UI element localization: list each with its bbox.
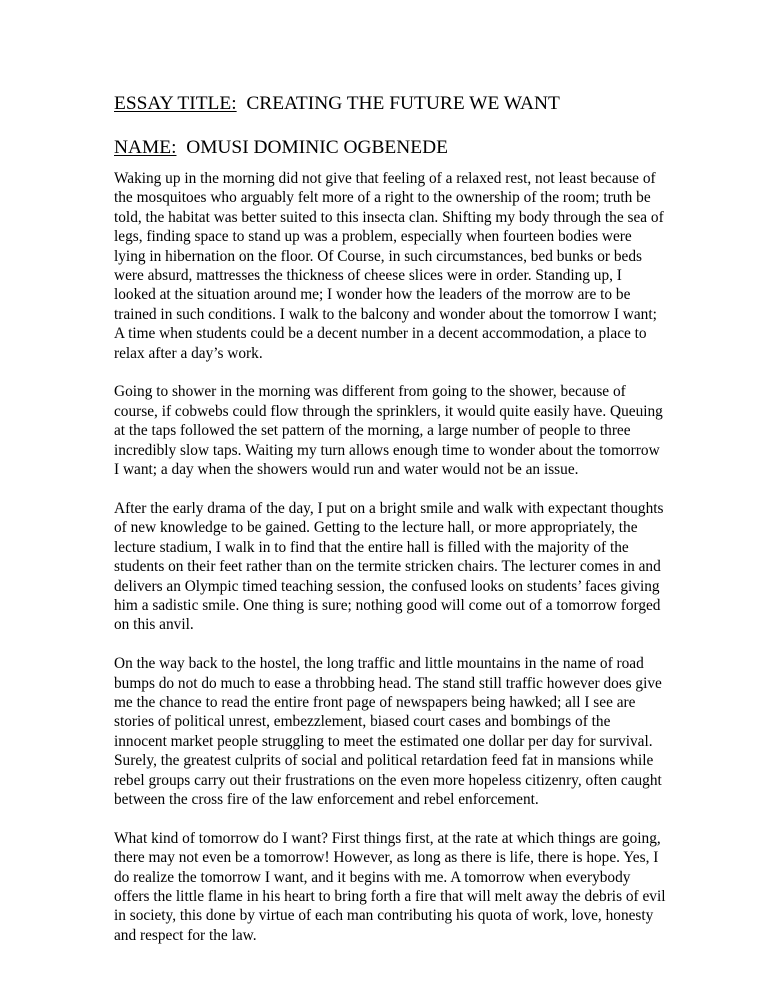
paragraph-line: in society, this done by virtue of each man contributing his quota of work, love, honesty [114, 907, 654, 925]
essay-paragraph [114, 654, 662, 809]
paragraph-line: Going to shower in the morning was different from going to the shower, because of [114, 383, 626, 401]
paragraph-line: do realize the tomorrow I want, and it begins with me. A tomorrow when everybody [114, 868, 631, 886]
paragraph-line: lecture stadium, I walk in to find that the entire hall is filled with the majority of the [114, 538, 629, 556]
paragraph-line: on this anvil. [114, 616, 194, 634]
essay-paragraph [114, 499, 664, 635]
paragraph-line: trained in such conditions. I walk to the balcony and wonder about the tomorrow I want; [114, 305, 657, 323]
paragraph-line: were absurd, mattresses the thickness of cheese slices were in order. Standing up, I [114, 267, 622, 285]
author-name: OMUSI DOMINIC OGBENEDE [186, 137, 448, 158]
essay-paragraph [114, 382, 663, 479]
paragraph-line: lying in hibernation on the floor. Of Course, in such circumstances, bed bunks or beds [114, 247, 642, 265]
paragraph-line: On the way back to the hostel, the long traffic and little mountains in the name of road [114, 655, 644, 673]
paragraph-line: bumps do not do much to ease a throbbing head. The stand still traffic however does give [114, 674, 662, 692]
paragraph-line: relax after a day’s work. [114, 344, 263, 362]
essay-title-label: ESSAY TITLE: [114, 93, 237, 114]
paragraph-line: Waking up in the morning did not give that feeling of a relaxed rest, not least because of [114, 170, 656, 187]
paragraph-line: legs, finding space to stand up was a problem, especially when fourteen bodies were [114, 228, 632, 246]
essay-paragraph [114, 829, 666, 945]
paragraph-line: there may not even be a tomorrow! However, as long as there is life, there is hope. Yes, I [114, 849, 659, 867]
paragraph-line: of new knowledge to be gained. Getting to the lecture hall, or more appropriately, the [114, 519, 638, 537]
paragraph-line: students on their feet rather than on the termite stricken chairs. The lecturer comes in and [114, 558, 661, 576]
paragraph-line: incredibly slow taps. Waiting my turn allows enough time to wonder about the tomorrow [114, 441, 660, 459]
paragraph-line: stories of political unrest, embezzlement, biased court cases and bombings of the [114, 713, 611, 731]
document-page [114, 88, 666, 965]
paragraph-line: innocent market people struggling to meet the estimated one dollar per day for survival. [114, 732, 653, 750]
paragraph-line: looked at the situation around me; I wonder how the leaders of the morrow are to be [114, 286, 631, 304]
paragraph-line: offers the little flame in his heart to bring forth a fire that will melt away the debris of evil [114, 887, 666, 905]
author-name-label: NAME: [114, 137, 177, 158]
paragraph-line: rebel groups carry out their frustrations on the even more hopeless citizenry, often caught [114, 771, 662, 789]
paragraph-line: After the early drama of the day, I put on a bright smile and walk with expectant thoughts [114, 499, 664, 517]
paragraph-line: told, the habitat was better suited to this insecta clan. Shifting my body through the sea of [114, 208, 664, 226]
essay-title-line [114, 92, 654, 116]
paragraph-line: between the cross fire of the law enforcement and rebel enforcement. [114, 790, 539, 808]
paragraph-line: the mosquitoes who arguably felt more of a right to the ownership of the room; truth be [114, 189, 651, 207]
paragraph-line: me the chance to read the entire front page of newspapers being hawked; all I see are [114, 693, 636, 711]
essay-paragraph [114, 169, 664, 363]
paragraph-line: delivers an Olympic timed teaching session, the confused looks on students’ faces giving [114, 577, 660, 595]
paragraph-line: and respect for the law. [114, 926, 257, 944]
author-name-line [114, 136, 654, 160]
paragraph-line: him a sadistic smile. One thing is sure; nothing good will come out of a tomorrow forged [114, 596, 661, 614]
paragraph-line: course, if cobwebs could flow through the sprinklers, it would quite easily have. Queuing [114, 402, 663, 420]
paragraph-line: at the taps followed the set pattern of the morning, a large number of people to three [114, 422, 631, 440]
essay-title: CREATING THE FUTURE WE WANT [246, 93, 560, 114]
paragraph-line: I want; a day when the showers would run and water would not be an issue. [114, 461, 579, 479]
essay-body [114, 169, 666, 945]
paragraph-line: A time when students could be a decent number in a decent accommodation, a place to [114, 325, 647, 343]
paragraph-line: Surely, the greatest culprits of social and political retardation feed fat in mansions while [114, 752, 654, 770]
paragraph-line: What kind of tomorrow do I want? First things first, at the rate at which things are going, [114, 829, 661, 847]
